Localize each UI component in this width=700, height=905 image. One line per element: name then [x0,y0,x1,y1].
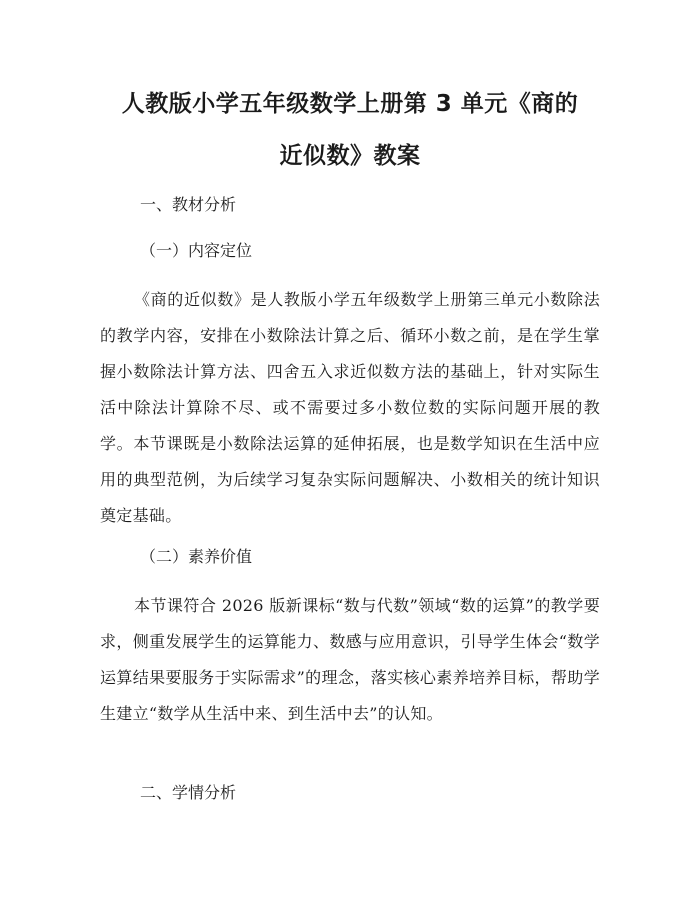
paragraph-literacy-value: 本节课符合 2026 版新课标“数与代数”领域“数的运算”的教学要求，侧重发展学生的运算能力、数感与应用意识，引导学生体会“数学运算结果要服务于实际需求”的理念，落实核心素养培养目标，帮助学生建立“数学从生活中来、到生活中去”的认知。 [100,596,600,723]
subheading-literacy-value: （二）素养价值 [140,547,253,566]
paragraph-content-positioning: 《商的近似数》是人教版小学五年级数学上册第三单元小数除法的教学内容，安排在小数除法计算之后、循环小数之前，是在学生掌握小数除法计算方法、四舍五入求近似数方法的基础上，针对实际生活中除法计算除不尽、或不需要过多小数位数的实际问题开展的教学。本节课既是小数除法运算的延伸拓展，也是数学知识在生活中应用的典型范例，为后续学习复杂实际问题解决、小数相关的统计知识奠定基础。 [100,290,600,525]
section-heading-student-analysis: 二、学情分析 [140,783,237,802]
section-heading-teaching-material: 一、教材分析 [140,195,237,214]
subheading-content-positioning: （一）内容定位 [140,241,253,260]
title-line-1: 人教版小学五年级数学上册第 3 单元《商的 [121,91,579,117]
document-title [80,78,620,182]
title-line-2: 近似数》教案 [279,143,421,169]
